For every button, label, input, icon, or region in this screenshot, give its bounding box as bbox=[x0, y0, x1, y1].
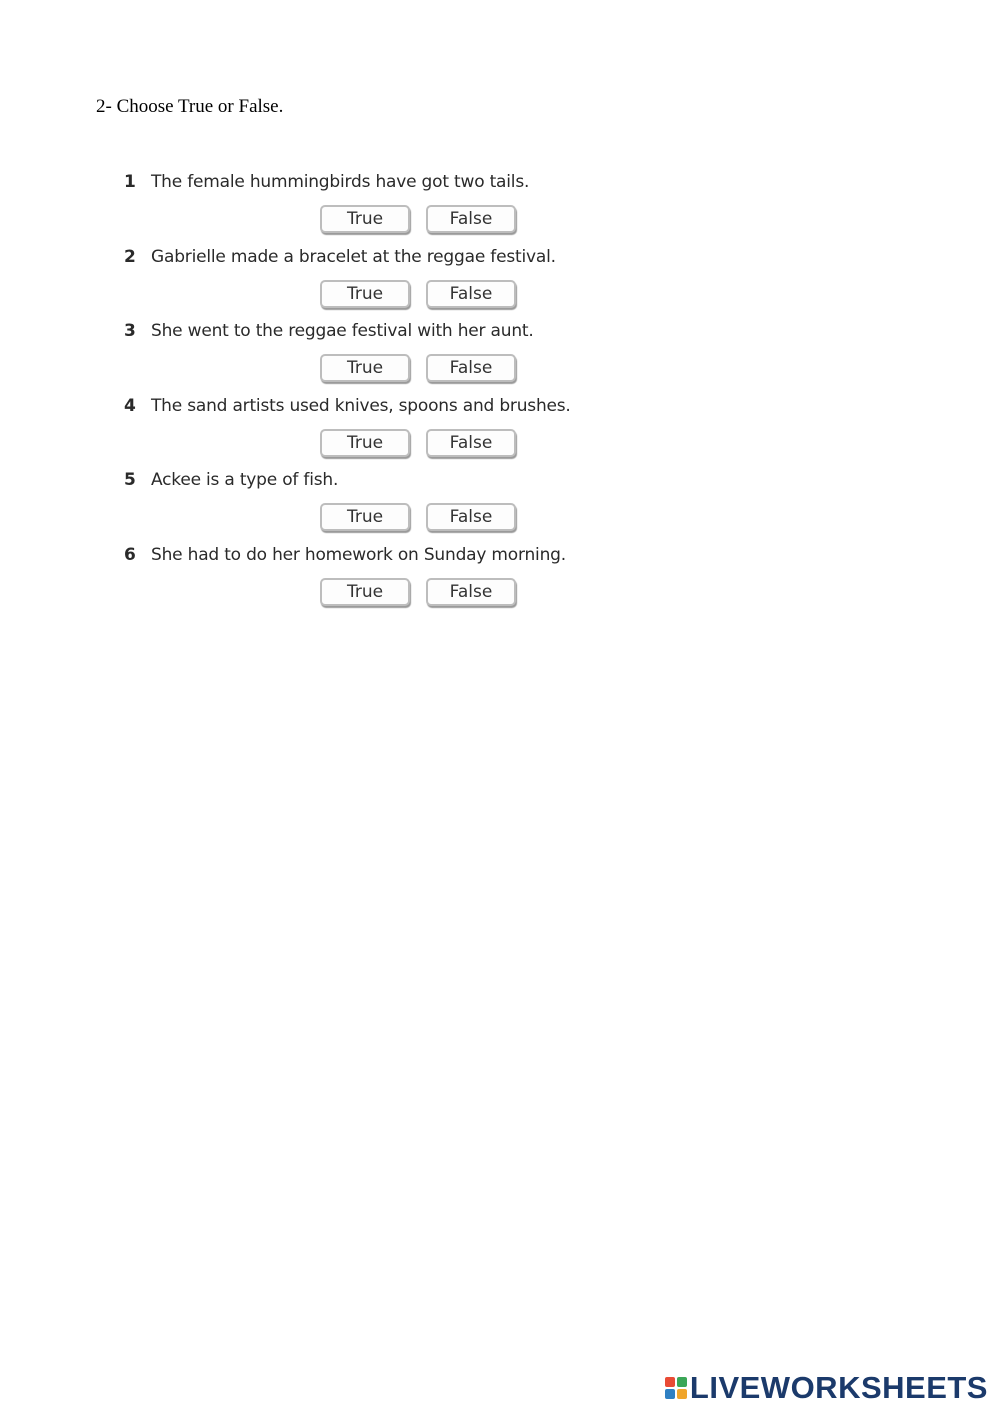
logo-text: LIVEWORKSHEETS bbox=[689, 1370, 988, 1405]
logo-icon bbox=[665, 1377, 687, 1399]
question-5 bbox=[124, 470, 604, 545]
question-text: The female hummingbirds have got two tails. bbox=[151, 172, 530, 192]
true-button-4[interactable]: True bbox=[320, 429, 410, 457]
true-button-3[interactable]: True bbox=[320, 354, 410, 382]
logo-square bbox=[677, 1389, 687, 1399]
liveworksheets-logo bbox=[665, 1370, 988, 1406]
true-button-1[interactable]: True bbox=[320, 205, 410, 233]
question-number: 4 bbox=[124, 395, 136, 416]
question-number: 2 bbox=[124, 246, 136, 267]
question-number: 6 bbox=[124, 544, 136, 565]
false-button-5[interactable]: False bbox=[426, 503, 516, 531]
true-button-5[interactable]: True bbox=[320, 503, 410, 531]
logo-square bbox=[665, 1377, 675, 1387]
question-4 bbox=[124, 396, 604, 471]
question-text: Gabrielle made a bracelet at the reggae festival. bbox=[151, 246, 556, 267]
question-text: Ackee is a type of fish. bbox=[151, 470, 339, 491]
true-button-2[interactable]: True bbox=[320, 280, 410, 308]
logo-square bbox=[677, 1377, 687, 1387]
question-2 bbox=[124, 247, 604, 322]
question-6 bbox=[124, 545, 604, 620]
question-list bbox=[124, 172, 604, 620]
true-button-6[interactable]: True bbox=[320, 578, 410, 606]
question-3 bbox=[124, 321, 604, 396]
question-text: She went to the reggae festival with her aunt. bbox=[151, 321, 534, 342]
logo-square bbox=[665, 1389, 675, 1399]
question-text: She had to do her homework on Sunday morning. bbox=[151, 544, 566, 565]
false-button-2[interactable]: False bbox=[426, 280, 516, 308]
question-1 bbox=[124, 172, 604, 247]
false-button-3[interactable]: False bbox=[426, 354, 516, 382]
false-button-6[interactable]: False bbox=[426, 578, 516, 606]
question-text: The sand artists used knives, spoons and brushes. bbox=[151, 395, 571, 416]
question-number: 5 bbox=[124, 470, 136, 491]
instruction-heading: 2- Choose True or False. bbox=[96, 96, 284, 117]
false-button-1[interactable]: False bbox=[426, 205, 516, 233]
question-number: 1 bbox=[124, 172, 136, 192]
false-button-4[interactable]: False bbox=[426, 429, 516, 457]
question-number: 3 bbox=[124, 321, 136, 342]
